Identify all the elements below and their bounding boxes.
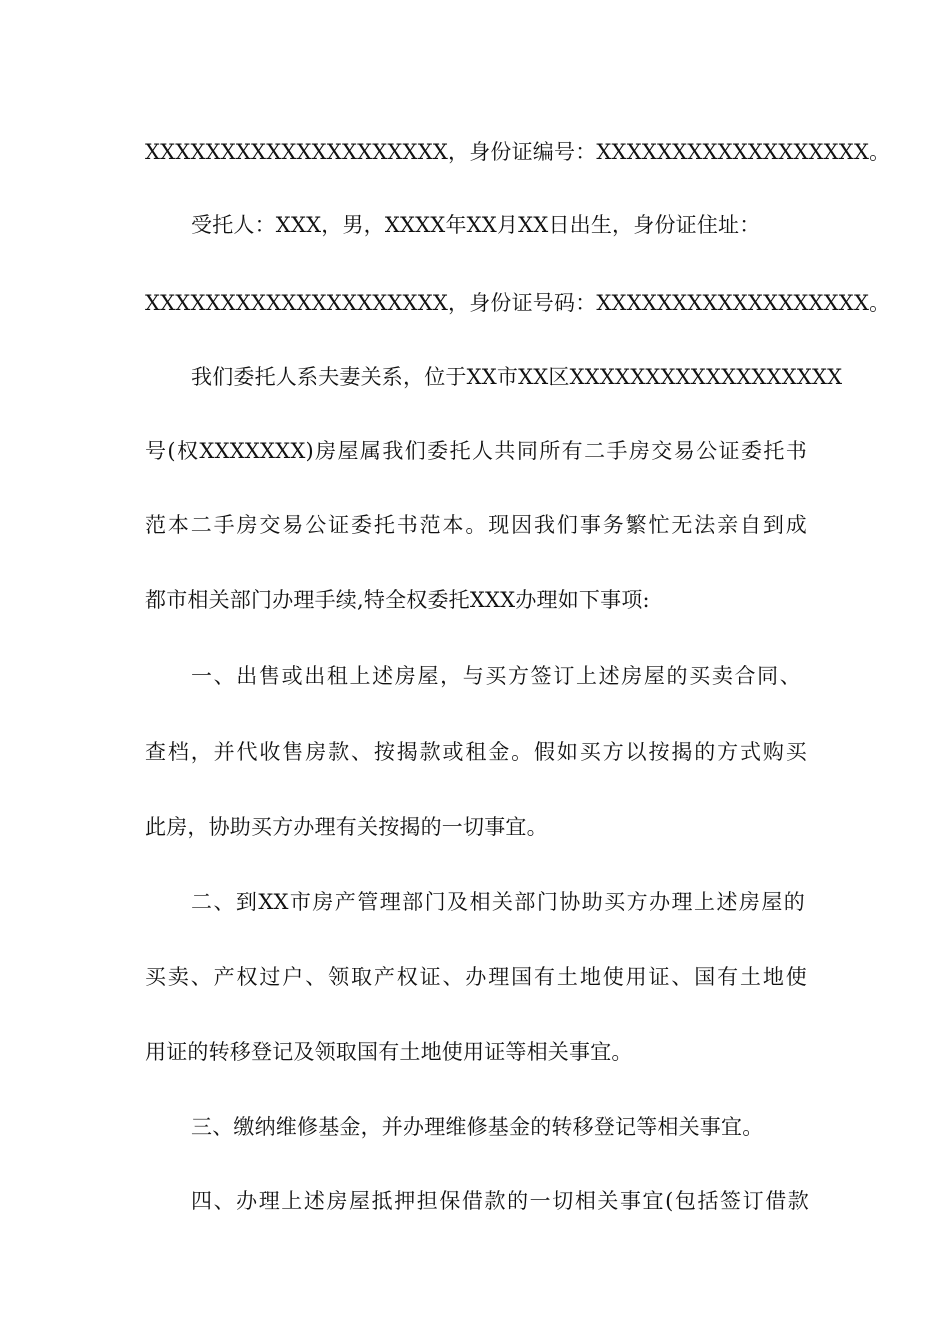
text-line: 受托人：XXX，男，XXXX年XX月XX日出生，身份证住址： (191, 213, 761, 237)
text-line: 二、到XX市房产管理部门及相关部门协助买方办理上述房屋的 (191, 890, 805, 914)
text-line: 买卖、产权过户、领取产权证、办理国有土地使用证、国有土地使 (145, 965, 807, 989)
text-line: 此房，协助买方办理有关按揭的一切事宜。 (145, 815, 548, 839)
text-line: 三、缴纳维修基金，并办理维修基金的转移登记等相关事宜。 (191, 1115, 764, 1139)
text-line: 号(权XXXXXXX)房屋属我们委托人共同所有二手房交易公证委托书 (145, 439, 807, 463)
text-line: 范本二手房交易公证委托书范本。现因我们事务繁忙无法亲自到成 (145, 513, 807, 537)
text-line: XXXXXXXXXXXXXXXXXXXX，身份证号码：XXXXXXXXXXXXXXXXXX。 (145, 291, 891, 315)
text-line: 四、办理上述房屋抵押担保借款的一切相关事宜(包括签订借款 (191, 1189, 809, 1213)
text-line: 一、出售或出租上述房屋，与买方签订上述房屋的买卖合同、 (191, 664, 801, 688)
text-line: 都市相关部门办理手续,特全权委托XXX办理如下事项: (145, 588, 650, 612)
text-line: XXXXXXXXXXXXXXXXXXXX，身份证编号：XXXXXXXXXXXXXXXXXX。 (145, 140, 891, 164)
text-line: 我们委托人系夫妻关系，位于XX市XX区XXXXXXXXXXXXXXXXXX (191, 365, 843, 389)
text-line: 用证的转移登记及领取国有土地使用证等相关事宜。 (145, 1040, 633, 1064)
text-line: 查档，并代收售房款、按揭款或租金。假如买方以按揭的方式购买 (145, 740, 807, 764)
